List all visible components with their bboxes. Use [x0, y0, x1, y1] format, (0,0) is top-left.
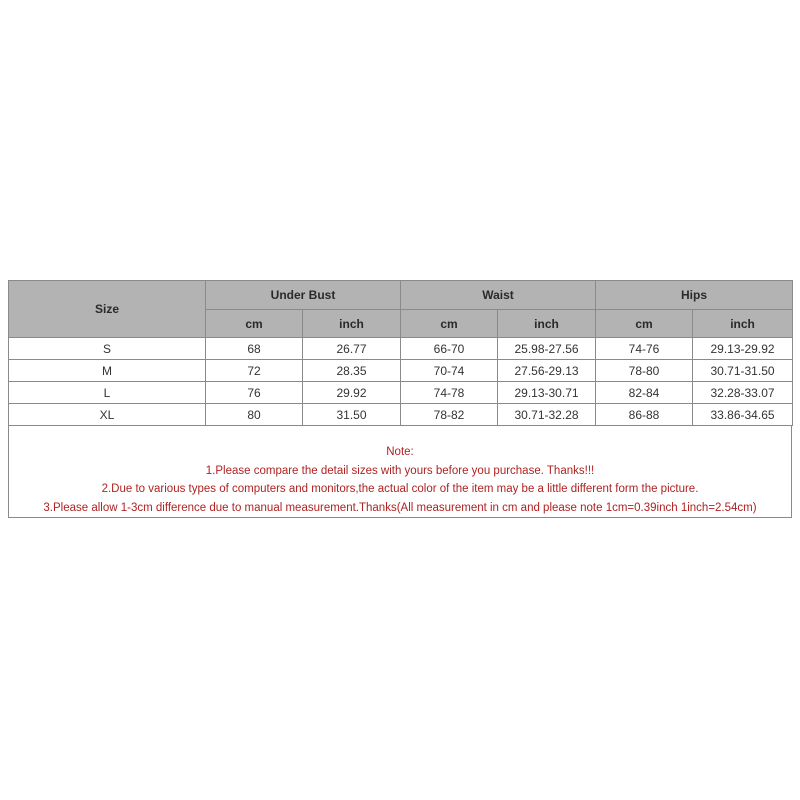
table-row — [9, 338, 793, 360]
table-cell: 70-74 — [401, 360, 498, 382]
table-cell: 31.50 — [303, 404, 401, 426]
table-cell: 28.35 — [303, 360, 401, 382]
table-cell: 26.77 — [303, 338, 401, 360]
unit-header: inch — [498, 310, 596, 338]
size-table — [8, 280, 793, 426]
group-header-hips: Hips — [596, 281, 793, 310]
table-cell: 78-82 — [401, 404, 498, 426]
table-cell: 25.98-27.56 — [498, 338, 596, 360]
unit-header: inch — [693, 310, 793, 338]
table-cell: 76 — [206, 382, 303, 404]
table-cell: 29.92 — [303, 382, 401, 404]
unit-header: cm — [596, 310, 693, 338]
table-cell: 27.56-29.13 — [498, 360, 596, 382]
table-row — [9, 404, 793, 426]
table-cell: 29.13-29.92 — [693, 338, 793, 360]
group-header-waist: Waist — [401, 281, 596, 310]
note-title: Note: — [386, 446, 414, 458]
table-cell: 74-76 — [596, 338, 693, 360]
table-cell: 72 — [206, 360, 303, 382]
table-cell: 29.13-30.71 — [498, 382, 596, 404]
table-cell: 32.28-33.07 — [693, 382, 793, 404]
table-cell: 30.71-32.28 — [498, 404, 596, 426]
table-cell: 78-80 — [596, 360, 693, 382]
header-row-groups — [9, 281, 793, 310]
note-line-2: 2.Due to various types of computers and monitors,the actual color of the item may be a little different form the picture. — [101, 483, 699, 495]
table-cell: 33.86-34.65 — [693, 404, 793, 426]
table-row — [9, 360, 793, 382]
table-cell: 86-88 — [596, 404, 693, 426]
size-cell: S — [9, 338, 206, 360]
size-column-header: Size — [9, 281, 206, 338]
table-cell: 66-70 — [401, 338, 498, 360]
size-chart — [8, 280, 792, 518]
size-cell: M — [9, 360, 206, 382]
table-cell: 74-78 — [401, 382, 498, 404]
table-cell: 82-84 — [596, 382, 693, 404]
note-line-1: 1.Please compare the detail sizes with yours before you purchase. Thanks!!! — [205, 464, 595, 477]
table-row — [9, 382, 793, 404]
table-cell: 80 — [206, 404, 303, 426]
unit-header: cm — [206, 310, 303, 338]
note-line-3: 3.Please allow 1-3cm difference due to manual measurement.Thanks(All measurement in cm and please note 1cm=0.39inch 1inch=2.54cm) — [43, 501, 757, 514]
unit-header: inch — [303, 310, 401, 338]
size-cell: XL — [9, 404, 206, 426]
unit-header: cm — [401, 310, 498, 338]
notes-box — [8, 426, 792, 518]
group-header-under-bust: Under Bust — [206, 281, 401, 310]
table-cell: 68 — [206, 338, 303, 360]
table-cell: 30.71-31.50 — [693, 360, 793, 382]
size-cell: L — [9, 382, 206, 404]
